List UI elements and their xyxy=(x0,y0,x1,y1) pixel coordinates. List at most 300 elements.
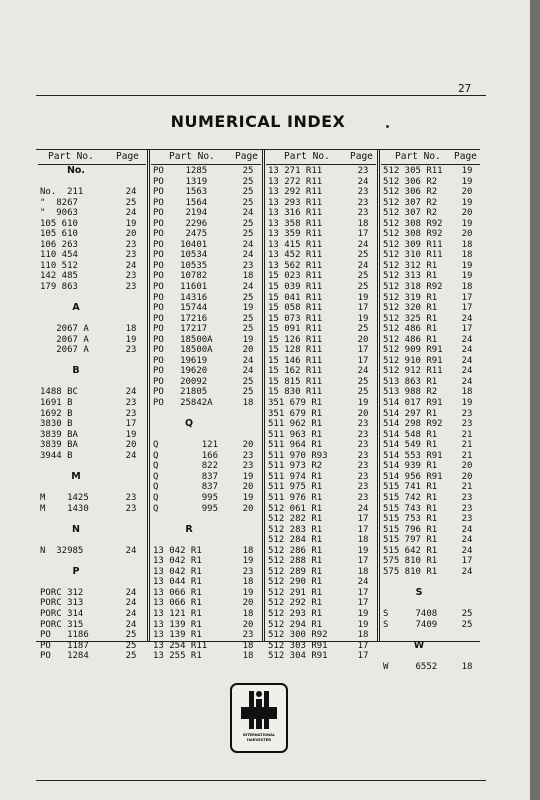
index-row xyxy=(381,177,480,188)
part-number: 512 909 R91 xyxy=(383,345,443,356)
page-ref: 19 xyxy=(125,218,137,229)
part-number: S 7409 xyxy=(383,619,438,630)
page-ref: 19 xyxy=(242,303,254,314)
index-row xyxy=(151,219,261,230)
column-rows xyxy=(151,166,261,662)
page-ref: 20 xyxy=(242,482,254,493)
part-number: 512 313 R1 xyxy=(383,271,438,282)
page-ref: 19 xyxy=(461,271,473,282)
spacer-row xyxy=(151,409,261,420)
index-row xyxy=(38,261,146,272)
page-ref: 19 xyxy=(357,292,369,303)
index-row xyxy=(381,271,480,282)
page-ref: 23 xyxy=(242,450,254,461)
part-number: Q 837 xyxy=(153,471,219,482)
page-title: NUMERICAL INDEX xyxy=(170,112,346,131)
part-number: PO 1319 xyxy=(153,176,208,187)
spacer-row xyxy=(381,577,480,588)
part-number: 13 042 R1 xyxy=(153,556,202,567)
page-ref: 19 xyxy=(461,398,473,409)
part-number: 13 139 R1 xyxy=(153,630,202,641)
page-ref: 23 xyxy=(125,492,137,503)
index-row xyxy=(266,335,376,346)
page-ref: 20 xyxy=(461,187,473,198)
part-number: 15 126 R11 xyxy=(268,334,323,345)
part-number: 15 162 R11 xyxy=(268,366,323,377)
part-number: 511 964 R1 xyxy=(268,440,323,451)
index-row xyxy=(151,250,261,261)
page-header: Page xyxy=(116,151,139,162)
part-number: 512 307 R2 xyxy=(383,208,438,219)
page-header: Page xyxy=(350,151,373,162)
part-number: 142 485 xyxy=(40,271,78,282)
spacer-row xyxy=(381,651,480,662)
part-number: 351 679 R1 xyxy=(268,398,323,409)
section-heading xyxy=(38,166,146,177)
page-ref: 20 xyxy=(242,345,254,356)
index-row xyxy=(266,250,376,261)
part-number: 515 741 R1 xyxy=(383,482,438,493)
part-number: PO 25842A xyxy=(153,398,213,409)
section-letter: A xyxy=(72,302,80,314)
page-ref: 18 xyxy=(357,630,369,641)
part-number: 515 796 R1 xyxy=(383,524,438,535)
index-row xyxy=(151,504,261,515)
page-ref: 23 xyxy=(461,408,473,419)
section-heading xyxy=(381,588,480,599)
numerical-index-table xyxy=(36,149,480,672)
part-number: 514 297 R1 xyxy=(383,408,438,419)
index-row xyxy=(381,451,480,462)
footer-rule xyxy=(36,780,486,781)
part-number: 13 562 R11 xyxy=(268,260,323,271)
page-ref: 23 xyxy=(242,630,254,641)
page-ref: 18 xyxy=(242,608,254,619)
page-ref: 23 xyxy=(125,250,137,261)
page-ref: 21 xyxy=(461,450,473,461)
part-number: 514 553 R91 xyxy=(383,450,443,461)
index-row xyxy=(381,493,480,504)
index-row xyxy=(38,219,146,230)
page-ref: 19 xyxy=(461,176,473,187)
part-number: 1692 B xyxy=(40,408,73,419)
page-ref: 17 xyxy=(461,556,473,567)
part-number: 512 325 R1 xyxy=(383,313,438,324)
index-row xyxy=(266,419,376,430)
index-row xyxy=(151,651,261,662)
index-row xyxy=(38,250,146,261)
index-row xyxy=(38,324,146,335)
index-row xyxy=(266,356,376,367)
index-row xyxy=(266,409,376,420)
index-row xyxy=(151,356,261,367)
part-number: 13 255 R1 xyxy=(153,651,202,662)
index-row xyxy=(38,229,146,240)
part-number: 15 073 R11 xyxy=(268,313,323,324)
index-row xyxy=(266,282,376,293)
page-ref: 24 xyxy=(357,503,369,514)
page-ref: 25 xyxy=(357,271,369,282)
page-ref: 24 xyxy=(461,366,473,377)
index-row xyxy=(381,461,480,472)
page-ref: 25 xyxy=(242,292,254,303)
part-number: Q 166 xyxy=(153,450,219,461)
part-number: 3839 BA xyxy=(40,429,78,440)
part-number: 15 041 R11 xyxy=(268,292,323,303)
index-column-2 xyxy=(151,150,261,662)
index-row xyxy=(38,440,146,451)
index-row xyxy=(38,451,146,462)
index-row xyxy=(151,166,261,177)
index-row xyxy=(381,229,480,240)
part-number: 512 306 R2 xyxy=(383,176,438,187)
index-row xyxy=(381,219,480,230)
index-row xyxy=(266,493,376,504)
index-row xyxy=(38,493,146,504)
part-number: 512 294 R1 xyxy=(268,619,323,630)
index-row xyxy=(266,472,376,483)
index-row xyxy=(381,303,480,314)
part-no-header: Part No. xyxy=(169,151,215,162)
page-ref: 19 xyxy=(461,166,473,176)
page-ref: 18 xyxy=(357,535,369,546)
index-row xyxy=(151,345,261,356)
logo-text-line2: HARVESTER xyxy=(246,738,272,742)
index-column-3 xyxy=(266,150,376,662)
part-number: 511 963 R1 xyxy=(268,429,323,440)
part-number: 512 486 R1 xyxy=(383,324,438,335)
page-ref: 18 xyxy=(357,218,369,229)
page-ref: 24 xyxy=(461,313,473,324)
index-row xyxy=(266,198,376,209)
page-ref: 25 xyxy=(357,324,369,335)
spacer-row xyxy=(38,556,146,567)
page-ref: 23 xyxy=(357,492,369,503)
page-ref: 24 xyxy=(461,345,473,356)
part-number: 512 486 R1 xyxy=(383,334,438,345)
index-row xyxy=(381,366,480,377)
page-ref: 24 xyxy=(242,366,254,377)
part-number: 13 452 R11 xyxy=(268,250,323,261)
part-number: 513 863 R1 xyxy=(383,376,438,387)
page-ref: 21 xyxy=(461,482,473,493)
page-ref: 20 xyxy=(242,598,254,609)
part-no-header: Part No. xyxy=(284,151,330,162)
page-ref: 18 xyxy=(461,250,473,261)
section-heading xyxy=(38,525,146,536)
part-number: PO 19619 xyxy=(153,355,208,366)
index-row xyxy=(38,651,146,662)
index-row xyxy=(38,387,146,398)
index-row xyxy=(381,525,480,536)
logo-center-stem xyxy=(256,699,262,729)
page-ref: 21 xyxy=(461,429,473,440)
page-ref: 25 xyxy=(242,197,254,208)
page-ref: 24 xyxy=(461,545,473,556)
part-number: 512 312 R1 xyxy=(383,260,438,271)
page-ref: 24 xyxy=(125,545,137,556)
part-number: 179 863 xyxy=(40,282,78,293)
page-ref: 24 xyxy=(461,535,473,546)
page-ref: 23 xyxy=(125,398,137,409)
index-row xyxy=(151,293,261,304)
section-letter: R xyxy=(185,523,193,535)
page-ref: 18 xyxy=(461,387,473,398)
part-number: 512 320 R1 xyxy=(383,303,438,314)
index-row xyxy=(381,356,480,367)
index-row xyxy=(381,198,480,209)
spacer-row xyxy=(38,377,146,388)
part-number: 2067 A xyxy=(40,324,89,335)
index-row xyxy=(38,345,146,356)
part-number: 512 304 R91 xyxy=(268,651,328,662)
spacer-row xyxy=(38,535,146,546)
part-number: 15 815 R11 xyxy=(268,376,323,387)
index-row xyxy=(38,609,146,620)
part-number: 512 310 R11 xyxy=(383,250,443,261)
page-ref: 17 xyxy=(357,556,369,567)
index-row xyxy=(266,324,376,335)
index-row xyxy=(38,409,146,420)
index-column-1 xyxy=(38,150,146,662)
index-row xyxy=(151,588,261,599)
page-ref: 20 xyxy=(125,440,137,451)
spacer-row xyxy=(151,514,261,525)
part-number: 512 288 R1 xyxy=(268,556,323,567)
index-row xyxy=(266,567,376,578)
page-ref: 17 xyxy=(357,229,369,240)
page-ref: 18 xyxy=(242,271,254,282)
index-row xyxy=(381,187,480,198)
part-number: No. 211 xyxy=(40,187,84,198)
page-ref: 18 xyxy=(242,577,254,588)
index-row xyxy=(381,620,480,631)
page-ref: 24 xyxy=(125,619,137,630)
part-number: PO 10534 xyxy=(153,250,208,261)
page-ref: 24 xyxy=(125,387,137,398)
page-ref: 19 xyxy=(242,587,254,598)
part-number: 514 939 R1 xyxy=(383,461,438,472)
page-ref: 25 xyxy=(461,608,473,619)
page-ref: 23 xyxy=(357,197,369,208)
part-number: PORC 314 xyxy=(40,608,84,619)
index-row xyxy=(381,409,480,420)
index-row xyxy=(151,472,261,483)
index-row xyxy=(266,261,376,272)
part-number: PO 17217 xyxy=(153,324,208,335)
page-ref: 25 xyxy=(125,640,137,651)
index-row xyxy=(151,451,261,462)
part-number: PO 2475 xyxy=(153,229,208,240)
index-row xyxy=(381,335,480,346)
page-ref: 23 xyxy=(125,271,137,282)
part-number: 15 146 R11 xyxy=(268,355,323,366)
part-number: 110 454 xyxy=(40,250,78,261)
index-row xyxy=(151,630,261,641)
index-row xyxy=(266,546,376,557)
part-number: 515 742 R1 xyxy=(383,492,438,503)
index-row xyxy=(38,240,146,251)
section-letter: S xyxy=(415,586,423,598)
part-number: 512 307 R2 xyxy=(383,197,438,208)
page-ref: 25 xyxy=(242,387,254,398)
index-row xyxy=(151,261,261,272)
part-number: M 1430 xyxy=(40,503,89,514)
page-ref: 24 xyxy=(357,260,369,271)
page-number: 27 xyxy=(458,82,472,95)
page-ref: 24 xyxy=(125,208,137,219)
index-row xyxy=(266,588,376,599)
part-number: 512 284 R1 xyxy=(268,535,323,546)
page-ref: 23 xyxy=(357,440,369,451)
index-row xyxy=(151,208,261,219)
part-number: 515 797 R1 xyxy=(383,535,438,546)
page-ref: 19 xyxy=(242,556,254,567)
page-ref: 25 xyxy=(125,197,137,208)
page-ref: 24 xyxy=(357,176,369,187)
page-ref: 17 xyxy=(357,345,369,356)
section-letter: N xyxy=(72,523,80,535)
part-number: 512 286 R1 xyxy=(268,545,323,556)
part-number: 512 291 R1 xyxy=(268,587,323,598)
logo-text-line1: INTERNATIONAL xyxy=(242,733,276,737)
index-row xyxy=(381,250,480,261)
page-ref: 24 xyxy=(125,260,137,271)
index-row xyxy=(151,366,261,377)
page-ref: 20 xyxy=(357,334,369,345)
column-rows xyxy=(266,166,376,662)
page-header: Page xyxy=(454,151,477,162)
part-number: PO 17216 xyxy=(153,313,208,324)
page-ref: 23 xyxy=(357,482,369,493)
index-row xyxy=(266,525,376,536)
page-ref: 23 xyxy=(357,419,369,430)
page-ref: 18 xyxy=(125,324,137,335)
section-letter: No. xyxy=(66,165,86,176)
index-row xyxy=(266,398,376,409)
index-row xyxy=(381,208,480,219)
part-number: 512 308 R92 xyxy=(383,218,443,229)
index-row xyxy=(266,229,376,240)
page-ref: 19 xyxy=(461,197,473,208)
page-ref: 24 xyxy=(242,239,254,250)
page-ref: 23 xyxy=(357,461,369,472)
spacer-row xyxy=(381,598,480,609)
part-number: 512 318 R92 xyxy=(383,282,443,293)
spacer-row xyxy=(38,577,146,588)
part-no-header: Part No. xyxy=(48,151,94,162)
page-ref: 19 xyxy=(125,429,137,440)
part-number: PO 11601 xyxy=(153,282,208,293)
page-ref: 20 xyxy=(242,440,254,451)
spacer-row xyxy=(151,430,261,441)
index-row xyxy=(38,282,146,293)
page-ref: 19 xyxy=(357,619,369,630)
part-number: PO 10782 xyxy=(153,271,208,282)
column-divider xyxy=(262,150,263,641)
index-row xyxy=(151,240,261,251)
index-row xyxy=(38,187,146,198)
part-number: 512 303 R91 xyxy=(268,640,328,651)
page-ref: 20 xyxy=(461,471,473,482)
part-number: 15 058 R11 xyxy=(268,303,323,314)
index-row xyxy=(266,303,376,314)
part-number: 512 282 R1 xyxy=(268,514,323,525)
part-number: 514 549 R1 xyxy=(383,440,438,451)
index-row xyxy=(381,282,480,293)
page-ref: 18 xyxy=(461,661,473,672)
index-row xyxy=(266,240,376,251)
page-ref: 17 xyxy=(357,587,369,598)
page-ref: 23 xyxy=(357,429,369,440)
part-number: PO 2194 xyxy=(153,208,208,219)
page-ref: 25 xyxy=(242,376,254,387)
index-row xyxy=(266,482,376,493)
index-row xyxy=(381,567,480,578)
page-ref: 19 xyxy=(357,313,369,324)
page-ref: 20 xyxy=(125,229,137,240)
part-number: 15 039 R11 xyxy=(268,282,323,293)
section-letter: P xyxy=(72,565,80,577)
part-number: 13 271 R11 xyxy=(268,166,323,176)
index-row xyxy=(38,419,146,430)
index-row xyxy=(381,314,480,325)
page-ref: 23 xyxy=(357,450,369,461)
page-ref: 19 xyxy=(242,492,254,503)
index-row xyxy=(266,430,376,441)
index-row xyxy=(266,366,376,377)
page-ref: 19 xyxy=(242,334,254,345)
section-letter: Q xyxy=(184,418,194,430)
page-ref: 18 xyxy=(461,239,473,250)
page-ref: 25 xyxy=(242,176,254,187)
part-number: 512 308 R92 xyxy=(383,229,443,240)
page-ref: 25 xyxy=(242,187,254,198)
part-number: 13 254 R11 xyxy=(153,640,208,651)
column-divider xyxy=(379,150,380,641)
international-harvester-logo xyxy=(230,683,288,753)
page-ref: 25 xyxy=(125,630,137,641)
page-ref: 17 xyxy=(357,640,369,651)
part-number: Q 822 xyxy=(153,461,219,472)
index-row xyxy=(151,546,261,557)
index-row xyxy=(151,187,261,198)
part-number: 1691 B xyxy=(40,398,73,409)
page-ref: 23 xyxy=(125,408,137,419)
part-number: 511 970 R93 xyxy=(268,450,328,461)
page-header: Page xyxy=(235,151,258,162)
index-row xyxy=(266,577,376,588)
part-number: Q 121 xyxy=(153,440,219,451)
page-ref: 20 xyxy=(357,408,369,419)
part-number: PO 2296 xyxy=(153,218,208,229)
part-number: 512 319 R1 xyxy=(383,292,438,303)
part-number: 3839 BA xyxy=(40,440,78,451)
part-number: 110 512 xyxy=(40,260,78,271)
index-row xyxy=(266,208,376,219)
index-row xyxy=(381,546,480,557)
part-number: PORC 315 xyxy=(40,619,84,630)
part-number: 351 679 R1 xyxy=(268,408,323,419)
index-row xyxy=(151,324,261,335)
index-row xyxy=(381,419,480,430)
index-row xyxy=(266,598,376,609)
page-ref: 19 xyxy=(357,545,369,556)
page-ref: 20 xyxy=(242,503,254,514)
page-ref: 25 xyxy=(357,250,369,261)
part-number: 512 300 R92 xyxy=(268,630,328,641)
spacer-row xyxy=(381,630,480,641)
